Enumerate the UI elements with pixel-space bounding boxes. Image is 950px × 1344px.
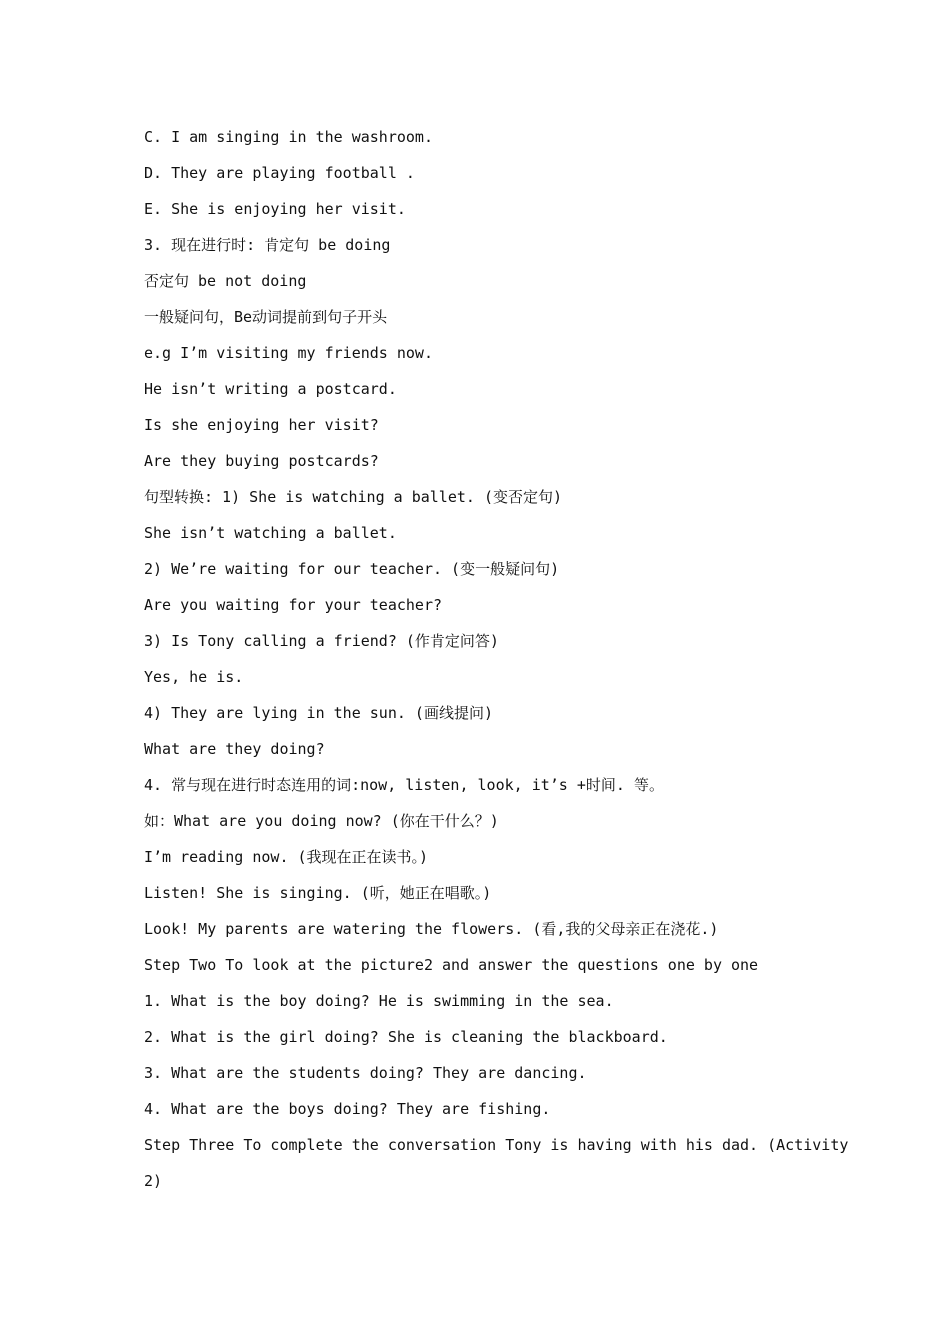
text-line: Listen! She is singing. (听，她正在唱歌。) [144,884,492,902]
text-line: E. She is enjoying her visit. [144,200,406,218]
text-line: Is she enjoying her visit? [144,416,379,434]
text-line: She isn’t watching a ballet. [144,524,397,542]
text-line: Look! My parents are watering the flowers. (看,我的父母亲正在浇花.) [144,920,719,938]
text-line: 4. What are the boys doing? They are fishing. [144,1100,551,1118]
text-line: e.g I’m visiting my friends now. [144,344,433,362]
text-line: 2. What is the girl doing? She is cleaning the blackboard. [144,1028,668,1046]
text-line: C. I am singing in the washroom. [144,128,433,146]
text-line: Step Two To look at the picture2 and answer the questions one by one [144,956,759,974]
text-line: 2) [144,1172,163,1190]
text-line: 2) We’re waiting for our teacher. (变一般疑问句) [144,560,560,578]
text-line: He isn’t writing a postcard. [144,380,397,398]
text-line: 3. What are the students doing? They are dancing. [144,1064,587,1082]
text-line: 一般疑问句，Be动词提前到句子开头 [144,308,388,326]
text-line: What are they doing? [144,740,325,758]
document-body [144,126,849,1206]
text-line: Yes, he is. [144,668,244,686]
text-line: Step Three To complete the conversation Tony is having with his dad. (Activity [144,1136,849,1154]
text-line: Are they buying postcards? [144,452,379,470]
text-line: D. They are playing football . [144,164,415,182]
text-line: I’m reading now. (我现在正在读书。) [144,848,429,866]
text-line: Are you waiting for your teacher? [144,596,443,614]
text-line: 句型转换: 1) She is watching a ballet. (变否定句) [144,488,563,506]
text-line: 否定句 be not doing [144,272,307,290]
text-line: 1. What is the boy doing? He is swimming in the sea. [144,992,614,1010]
text-line: 3. 现在进行时: 肯定句 be doing [144,236,391,254]
text-line: 4) They are lying in the sun. (画线提问) [144,704,493,722]
text-line: 3) Is Tony calling a friend? (作肯定问答) [144,632,499,650]
text-line: 4. 常与现在进行时态连用的词:now, listen, look, it’s +时间. 等。 [144,776,664,794]
text-line: 如：What are you doing now? (你在干什么？) [144,812,499,830]
